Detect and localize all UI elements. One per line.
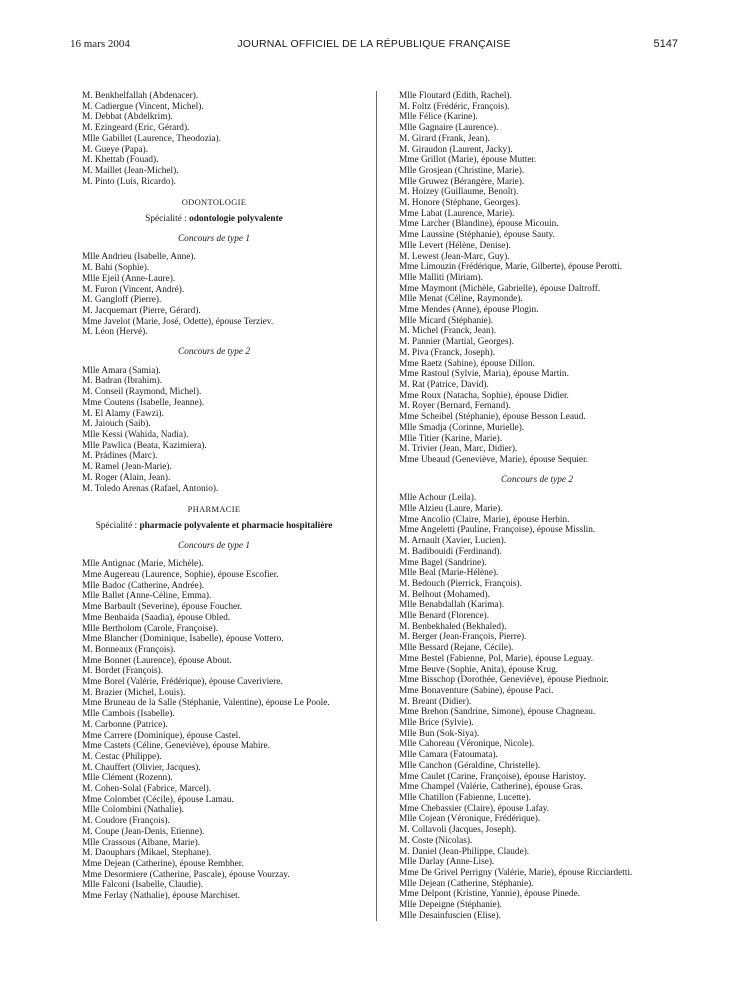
list-item: M. Benkhelfallah (Abdenacer).: [82, 91, 199, 101]
list-item: M. Daniel (Jean-Philippe, Claude).: [399, 846, 530, 857]
list-item: Mlle Camara (Fatoumata).: [399, 750, 498, 761]
list-item: M. Furon (Vincent, André).: [82, 284, 185, 295]
list-item: Mlle Antignac (Marie, Michèle).: [82, 559, 204, 570]
list-item: Mme Roux (Natacha, Sophie), épouse Didier.: [399, 390, 569, 401]
list-item: Mlle Andrieu (Isabelle, Anne).: [82, 252, 196, 263]
list-item: M. Khettab (Fouad).: [82, 155, 159, 166]
list-item: Mlle Malliti (Miriam).: [399, 272, 483, 283]
pharma-type1-list-a: [70, 559, 358, 698]
list-item: Mme Champel (Valérie, Catherine), épouse Gras.: [399, 782, 583, 793]
pharma-type1-continued-b: [387, 273, 687, 466]
list-item: Mme Benbaida (Saadia), épouse Obled.: [82, 612, 231, 623]
list-item: Mlle Beal (Marie-Hélène).: [399, 568, 499, 579]
list-item: Mme Maymont (Michèle, Gabrielle), épouse Daltroff.: [399, 283, 601, 294]
list-item: M. Jacquemart (Pierre, Gérard).: [82, 305, 201, 316]
list-item: Mlle Gruwez (Bérangère, Marie).: [399, 176, 525, 187]
list-item: Mme Bisschop (Dorothée, Geneviève), épouse Piednoir.: [399, 675, 609, 686]
list-item: M. Chauffert (Olivier, Jacques).: [82, 762, 201, 773]
list-item: Mme Blancher (Dominique, Isabelle), épouse Vottero.: [82, 634, 284, 645]
list-item: M. Gueye (Papa).: [82, 144, 149, 155]
list-item: Mme Ferlay (Nathalie), épouse Marchiset.: [82, 891, 240, 902]
list-item: M. Foltz (Frédéric, François).: [399, 101, 510, 112]
list-item: Mme Mendes (Anne), épouse Plogin.: [399, 305, 539, 316]
list-item: Mme Ubeaud (Geneviève, Marie), épouse Sequier.: [399, 454, 588, 465]
list-item: M. Maillet (Jean-Michel).: [82, 165, 179, 176]
list-item: Mlle Pawlica (Beata, Kazimiera).: [82, 440, 207, 451]
specialite-odontologie: [70, 214, 358, 225]
list-item: Mlle Bertholom (Carole, Françoise).: [82, 623, 219, 634]
list-item: Mme Augereau (Laurence, Sophie), épouse Escofier.: [82, 570, 279, 581]
pharma-type1-list-b: [70, 709, 358, 902]
list-item: Mme Colombet (Cécile), épouse Lamau.: [82, 794, 234, 805]
list-item: M. Berger (Jean-François, Pierre).: [399, 632, 527, 643]
list-item: Mme Javelot (Marie, José, Odette), épouse Terziev.: [82, 316, 274, 327]
list-item: M. Cohen-Solal (Fabrice, Marcel).: [82, 784, 212, 795]
list-item: Mlle Colombini (Nathalie).: [82, 805, 184, 816]
list-item: M. Arnault (Xavier, Lucien).: [399, 536, 507, 547]
list-item: Mlle Cahoreau (Véronique, Nicole).: [399, 739, 535, 750]
list-item: Mme Castets (Céline, Geneviève), épouse Mabire.: [82, 741, 270, 752]
specialite-label: Spécialité :: [145, 214, 190, 225]
list-item: Mme Coutens (Isabelle, Jeanne).: [82, 397, 205, 408]
list-item: Mme Brehon (Sandrine, Simone), épouse Chagneau.: [399, 707, 596, 718]
list-item: Mlle Achour (Leila).: [399, 493, 477, 504]
list-item: Mme Limouzin (Frédérique, Marie, Gilberte), épouse Perotti.: [399, 262, 622, 273]
list-item: Mlle Micard (Stéphanie).: [399, 315, 494, 326]
list-item: Mlle Benard (Florence).: [399, 611, 490, 622]
page-header: [0, 38, 748, 54]
list-item: Mlle Desainfuscien (Elise).: [399, 910, 501, 921]
left-column: [70, 91, 358, 902]
list-item: M. Coupe (Jean-Denis, Etienne).: [82, 826, 205, 837]
specialite-name: pharmacie polyvalente et pharmacie hospitalière: [139, 520, 333, 531]
concours-heading: Concours de type 1: [177, 233, 251, 244]
pharma-type2-list: [387, 493, 687, 921]
list-item: Mlle Floutard (Edith, Rachel).: [399, 91, 512, 101]
list-item: Mme Dejean (Catherine), épouse Rembher.: [82, 859, 244, 869]
list-item: Mme Caulet (Carine, Françoise), épouse Haristoy.: [399, 771, 586, 782]
specialite-pharmacie: [70, 521, 358, 532]
list-item: M. Lewest (Jean-Marc, Guy).: [399, 251, 510, 262]
list-item: M. Girard (Frank, Jean).: [399, 133, 490, 144]
list-item: M. Hoizey (Guillaume, Benoît).: [399, 187, 519, 198]
list-item: M. Cestac (Philippe).: [82, 751, 162, 762]
list-item: Mlle Clément (Rozenn).: [82, 773, 173, 784]
list-item: M. Honore (Stéphane, Georges).: [399, 198, 521, 209]
right-column: [376, 91, 687, 921]
list-item: Mme Rastoul (Sylvie, Maria), épouse Martin.: [399, 369, 569, 380]
list-item: M. Prádines (Marc).: [82, 451, 158, 462]
list-item: Mlle Badoc (Catherine, Andrée).: [82, 580, 205, 591]
list-item: Mlle Falconi (Isabelle, Claudie).: [82, 880, 204, 891]
list-item: Mlle Alzieu (Laure, Marie).: [399, 504, 503, 515]
list-item: M. Trivier (Jean, Marc, Didier).: [399, 444, 518, 455]
list-item: M. Gangloff (Pierre).: [82, 295, 162, 306]
concours-heading: Concours de type 2: [177, 347, 251, 358]
top-entry-list: [70, 91, 358, 187]
list-item: Mlle Benabdallah (Karima).: [399, 600, 505, 611]
list-item: Mme Angeletti (Pauline, Françoise), épouse Misslin.: [399, 525, 596, 536]
list-item: M. Jaiouch (Saib).: [82, 419, 151, 430]
list-item: Mlle Menat (Céline, Raymonde).: [399, 294, 523, 305]
list-item: Mme Barbault (Severine), épouse Foucher.: [82, 602, 243, 613]
list-item: Mlle Cambois (Isabelle).: [82, 709, 175, 720]
list-item: M. Pannier (Martial, Georges).: [399, 337, 514, 348]
list-item: M. Brazier (Michel, Louis).: [82, 687, 186, 698]
list-item: M. Léon (Hervé).: [82, 327, 148, 338]
list-item: Mme Desormiere (Catherine, Pascale), épouse Vourzay.: [82, 869, 290, 880]
list-item: Mme Bestel (Fabienne, Pol, Marie), épouse Leguay.: [399, 653, 594, 664]
list-item: Mme Bonaventure (Sabine), épouse Paci.: [399, 685, 554, 696]
list-item: Mme Scheibel (Stéphanie), épouse Besson Leaud.: [399, 412, 586, 423]
list-item: M. Benbekhaled (Bekhaled).: [399, 621, 507, 632]
concours-heading: Concours de type 2: [500, 474, 574, 485]
pharma-type1-continued-a: [387, 91, 687, 262]
list-item: Mlle Chatillon (Fabienne, Lucette).: [399, 793, 531, 803]
list-item: M. Debbat (Abdelkrim).: [82, 112, 173, 123]
list-item: Mme Beuve (Sophie, Anita), épouse Krug.: [399, 664, 559, 675]
list-item: Mme Larcher (Blandine), épouse Micouin.: [399, 219, 559, 230]
header-date: 16 mars 2004: [70, 38, 130, 50]
list-item: M. Belhout (Mohamed).: [399, 589, 490, 600]
list-item: Mme Borel (Valérie, Frédérique), épouse Caveriviere.: [82, 677, 283, 688]
list-item: Mlle Cojean (Véronique, Frédérique).: [399, 814, 541, 825]
list-item: Mme Delpont (Kristine, Yannie), épouse Pinede.: [399, 889, 581, 900]
list-item: Mlle Kessi (Wahida, Nadia).: [82, 429, 189, 440]
list-item: M. Bordet (François).: [82, 666, 164, 677]
concours-heading: Concours de type 1: [177, 540, 251, 551]
list-item: M. Ezingeard (Eric, Gérard).: [82, 123, 190, 134]
list-item: M. El Alamy (Fawzi).: [82, 408, 164, 419]
list-item: M. Breant (Didier).: [399, 696, 472, 707]
specialite-name: odontologie polyvalente: [189, 214, 283, 225]
list-item: Mme Labat (Laurence, Marie).: [399, 208, 515, 219]
list-item: M. Collavoli (Jacques, Joseph).: [399, 825, 517, 836]
list-item: M. Toledo Arenas (Rafael, Antonio).: [82, 483, 219, 494]
list-item: Mlle Brice (Sylvie).: [399, 718, 474, 729]
list-item: M. Ramel (Jean-Marie).: [82, 462, 172, 473]
list-item: M. Bahi (Sophie).: [82, 263, 150, 274]
list-item: M. Bedouch (Pierrick, François).: [399, 578, 522, 589]
list-item: Mlle Crassous (Albane, Marie).: [82, 837, 200, 848]
header-page-number: 5147: [653, 38, 678, 50]
list-item: Mlle Canchon (Géraldine, Christelle).: [399, 760, 541, 771]
list-item: M. Daouphars (Mikael, Stephane).: [82, 848, 212, 859]
list-item: M. Pinto (Luis, Ricardo).: [82, 176, 176, 187]
list-item: M. Coudore (François).: [82, 816, 170, 827]
list-item: M. Cadiergue (Vincent, Michel).: [82, 101, 204, 112]
list-item: Mlle Grosjean (Christine, Marie).: [399, 165, 525, 176]
list-item: Mlle Dejean (Catherine, Stéphanie).: [399, 878, 534, 889]
list-item: Mme Chebassier (Claire), épouse Lafay.: [399, 803, 550, 814]
list-item: Mlle Ejeil (Anne-Laure).: [82, 273, 176, 284]
list-item: M. Coste (Nicolas).: [399, 835, 473, 846]
section-heading-pharmacie: PHARMACIE: [187, 504, 241, 515]
list-item: Mme Grillot (Marie), épouse Mutter.: [399, 155, 537, 166]
list-item: Mlle Bessard (Rejane, Cécile).: [399, 643, 514, 654]
list-item: M. Piva (Franck, Joseph).: [399, 347, 496, 358]
list-item: M. Royer (Bernard, Fernand).: [399, 401, 511, 412]
list-item: Mlle Darlay (Anne-Lise).: [399, 857, 495, 868]
list-item: M. Badibouidi (Ferdinand).: [399, 546, 502, 557]
list-item: Mme Bonnet (Laurence), épouse About.: [82, 655, 232, 666]
list-item: Mlle Levert (Hélène, Denise).: [399, 240, 511, 251]
list-item: Mme Bagel (Sandrine).: [399, 557, 487, 568]
odonto-type2-list: [70, 366, 358, 494]
list-item: Mlle Gagnaire (Laurence).: [399, 123, 499, 134]
list-item: Mlle Félice (Karine).: [399, 112, 478, 123]
list-item: Mlle Bun (Sok-Siya).: [399, 728, 480, 739]
list-item: Mme Laussine (Stéphanie), épouse Sauty.: [399, 230, 555, 241]
list-item: Mlle Gabillet (Laurence, Theodozia).: [82, 133, 221, 144]
header-title: JOURNAL OFFICIEL DE LA RÉPUBLIQUE FRANÇAISE: [237, 38, 511, 50]
list-item: M. Badran (Ibrahim).: [82, 376, 163, 387]
odonto-type1-list: [70, 252, 358, 338]
list-item: M. Bonneaux (François).: [82, 644, 176, 655]
list-item: Mlle Ballet (Anne-Céline, Emma).: [82, 591, 212, 602]
list-item: Mme Carrere (Dominique), épouse Castel.: [82, 730, 241, 741]
list-item: M. Rat (Patrice, David).: [399, 379, 489, 390]
list-item: Mlle Depeigne (Stéphanie).: [399, 900, 503, 911]
list-item: Mme De Grivel Perrigny (Valérie, Marie), épouse Ricciardetti.: [399, 867, 633, 878]
list-item: Mlle Titier (Karine, Marie).: [399, 433, 503, 444]
list-item: Mme Raetz (Sabine), épouse Dillon.: [399, 358, 535, 369]
list-item: Mme Bruneau de la Salle (Stéphanie, Valentine), épouse Le Poole.: [82, 698, 330, 709]
list-item: M. Conseil (Raymond, Michel).: [82, 387, 202, 398]
list-item: Mlle Smadja (Corinne, Murielle).: [399, 422, 525, 433]
list-item: M. Carbonne (Patrice).: [82, 719, 168, 730]
specialite-label: Spécialité :: [95, 520, 140, 531]
section-heading-odontologie: ODONTOLOGIE: [181, 197, 247, 208]
list-item: M. Roger (Alain, Jean).: [82, 472, 171, 483]
list-item: Mme Ancolio (Claire, Marie), épouse Herbin.: [399, 514, 570, 525]
list-item: M. Michel (Franck, Jean).: [399, 326, 497, 337]
list-item: Mlle Amara (Samia).: [82, 365, 161, 376]
list-item: M. Giraudon (Laurent, Jacky).: [399, 144, 513, 155]
